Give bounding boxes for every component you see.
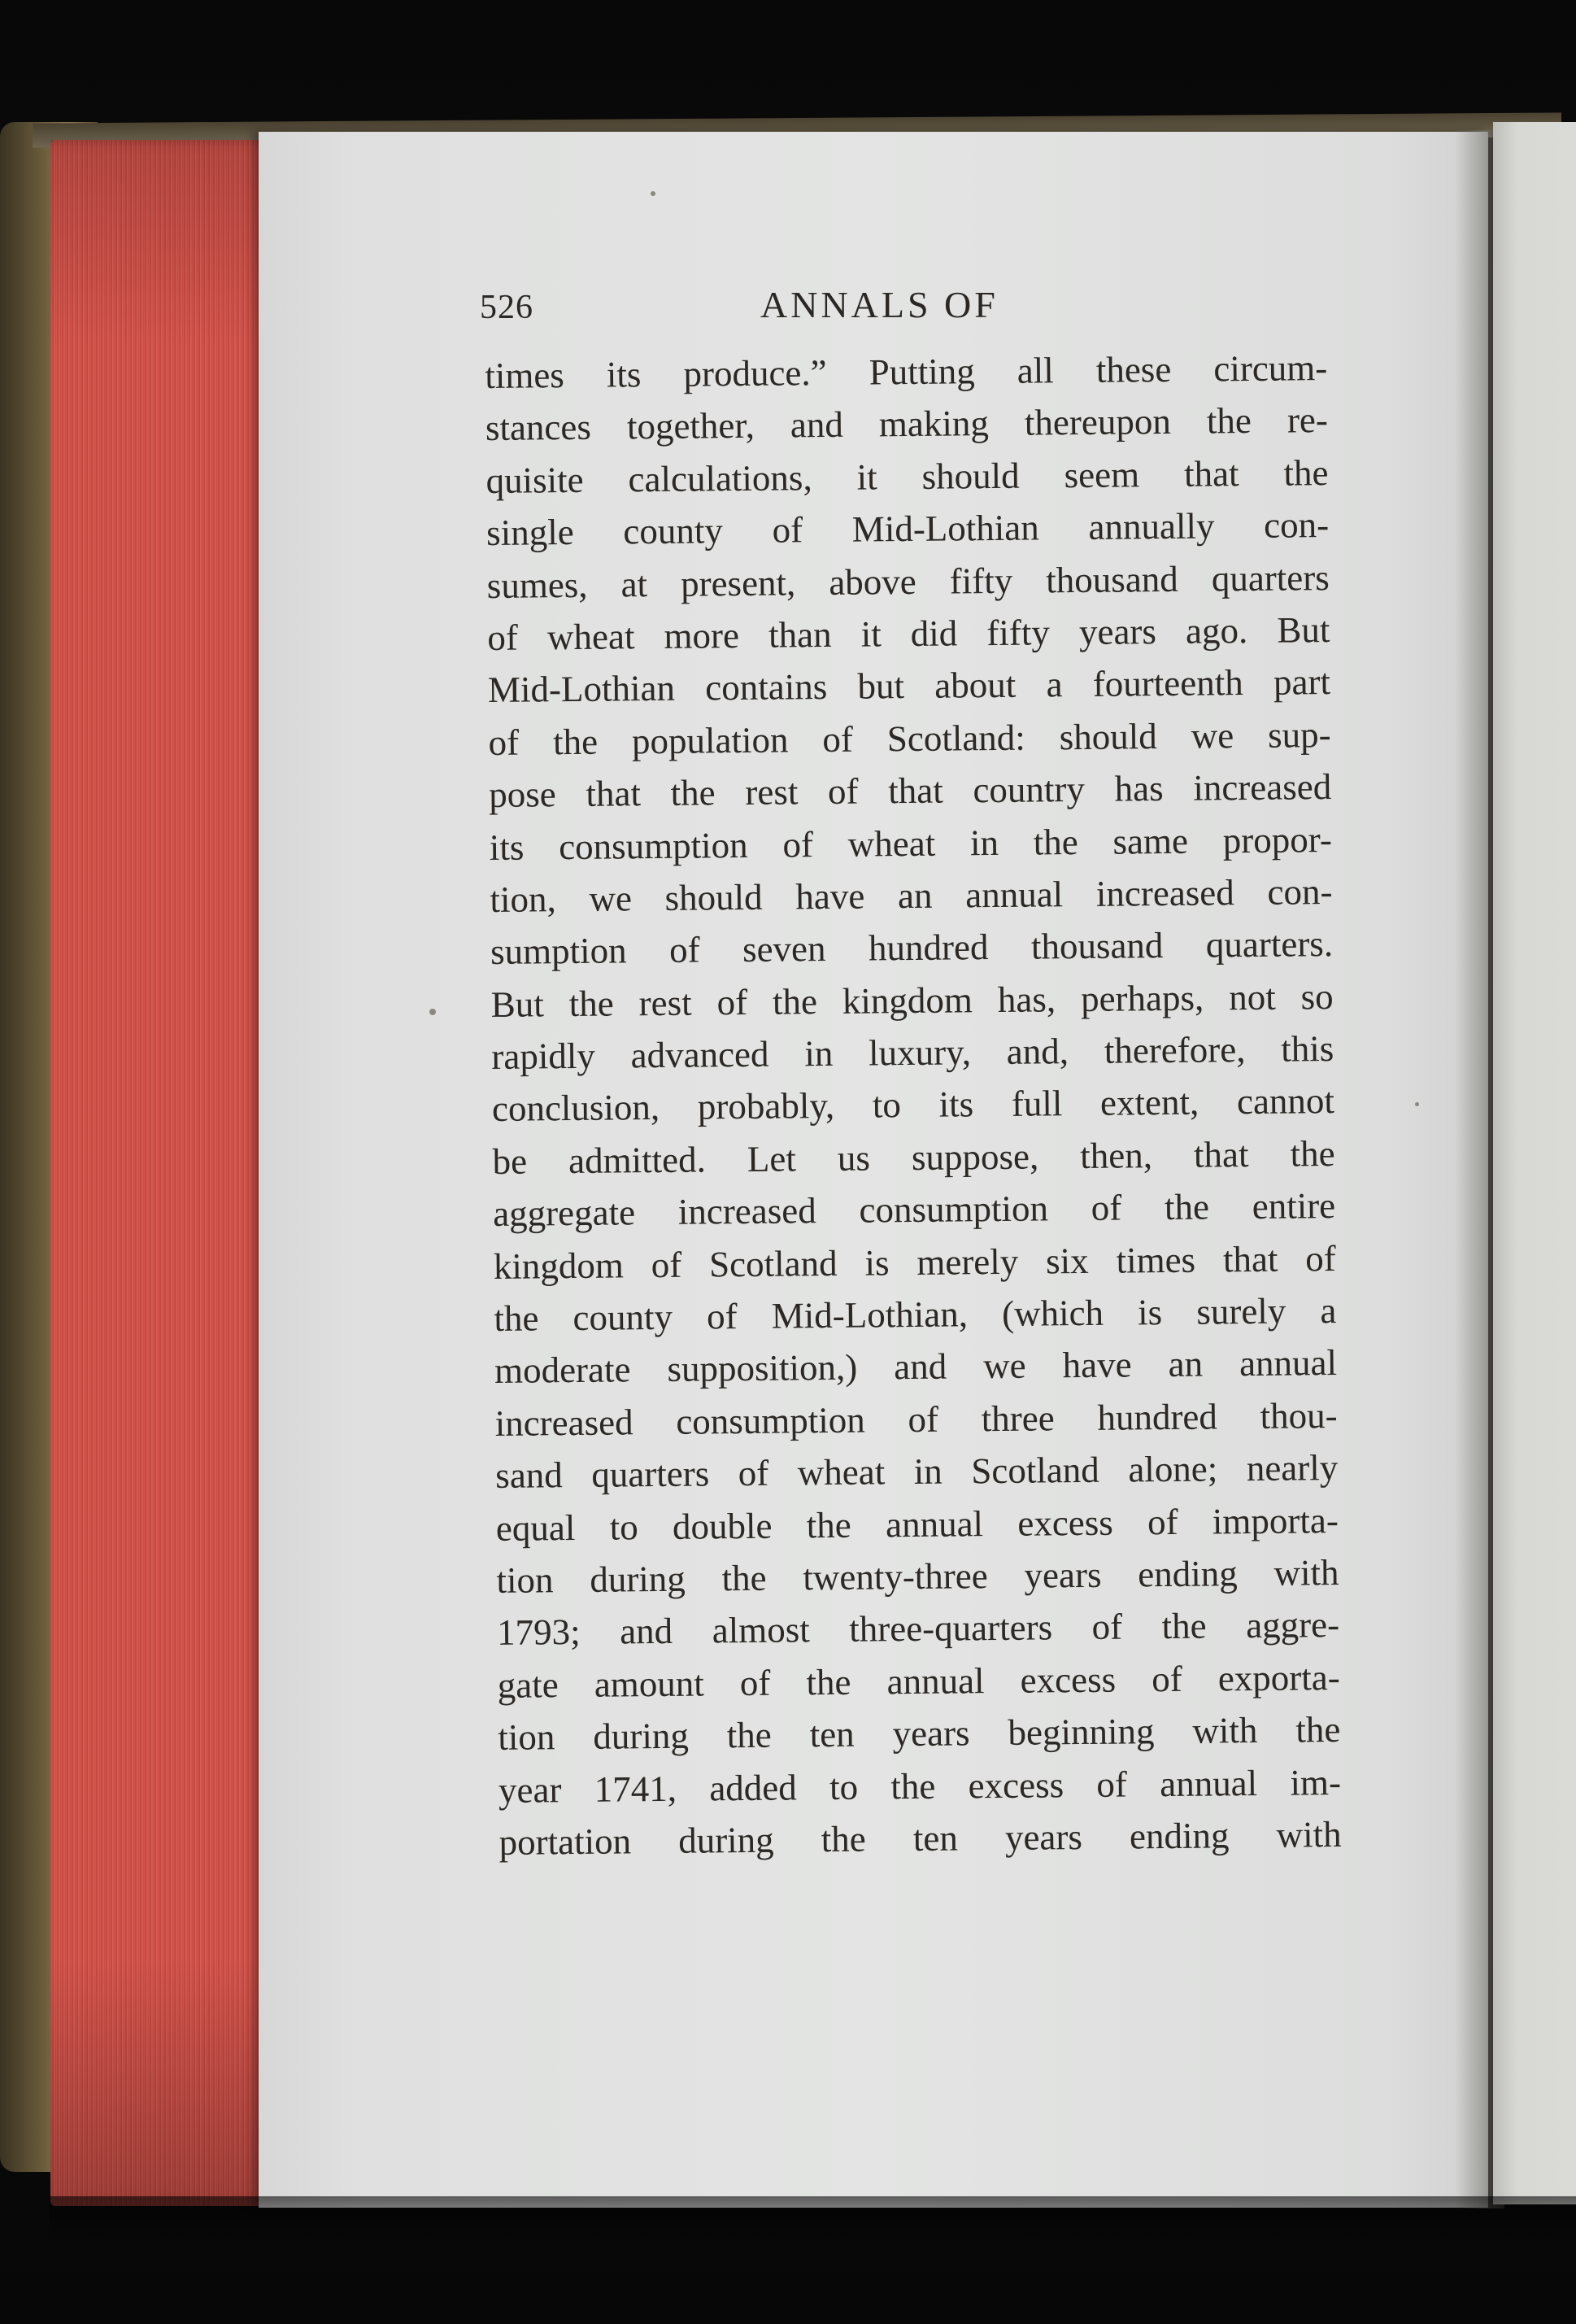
running-head (480, 277, 1342, 334)
text-line: year 1741, added to the excess of annual im- (498, 1761, 1342, 1811)
text-line: tion, we should have an annual increased con- (490, 870, 1333, 920)
body-text (485, 342, 1342, 1868)
text-line: 1793; and almost three-quarters of the aggre- (496, 1604, 1340, 1654)
text-line: sand quarters of wheat in Scotland alone; nearly (495, 1447, 1339, 1497)
text-line: quisite calculations, it should seem that the (485, 451, 1329, 501)
text-line: But the rest of the kingdom has, perhaps, not so (490, 975, 1334, 1025)
text-line: sumption of seven hundred thousand quarters. (490, 923, 1334, 973)
text-line: portation during the ten years ending with (498, 1813, 1342, 1863)
text-line: tion during the ten years beginning with the (498, 1709, 1341, 1759)
text-line: aggregate increased consumption of the entire (492, 1185, 1336, 1235)
facing-page (1493, 122, 1576, 2204)
text-line: the county of Mid-Lothian, (which is surely a (494, 1290, 1337, 1339)
text-line: of the population of Scotland: should we sup- (488, 713, 1331, 763)
text-line: single county of Mid-Lothian annually con- (485, 504, 1330, 554)
text-line: conclusion, probably, to its full extent, cannot (491, 1080, 1335, 1130)
page-edges-shading (50, 140, 275, 2206)
text-line: stances together, and making thereupon the re- (485, 399, 1329, 449)
page-number: 526 (480, 289, 533, 326)
text-line: gate amount of the annual excess of exporta- (497, 1656, 1340, 1706)
bottom-shadow (49, 2196, 1576, 2245)
paper-speck (1415, 1102, 1419, 1106)
text-line: of wheat more than it did fifty years ago. But (487, 608, 1330, 658)
text-line: kingdom of Scotland is merely six times that of (493, 1237, 1337, 1287)
text-line: increased consumption of three hundred thou- (494, 1394, 1338, 1444)
paper-speck (429, 1009, 436, 1015)
text-line: Mid-Lothian contains but about a fourteenth part (487, 661, 1331, 711)
paper-speck (651, 191, 655, 196)
running-title: ANNALS OF (760, 284, 999, 325)
text-line: rapidly advanced in luxury, and, therefore, this (491, 1028, 1334, 1078)
text-line: equal to double the annual excess of importa- (495, 1499, 1339, 1549)
text-line: sumes, at present, above fifty thousand quarters (486, 556, 1330, 606)
text-line: be admitted. Let us suppose, then, that the (492, 1132, 1335, 1182)
text-line: moderate supposition,) and we have an annual (494, 1342, 1338, 1392)
text-line: its consumption of wheat in the same propor- (489, 818, 1333, 868)
text-line: pose that the rest of that country has increased (489, 766, 1332, 816)
text-line: times its produce.” Putting all these circum- (485, 347, 1328, 396)
text-line: tion during the twenty-three years ending with (496, 1551, 1339, 1601)
